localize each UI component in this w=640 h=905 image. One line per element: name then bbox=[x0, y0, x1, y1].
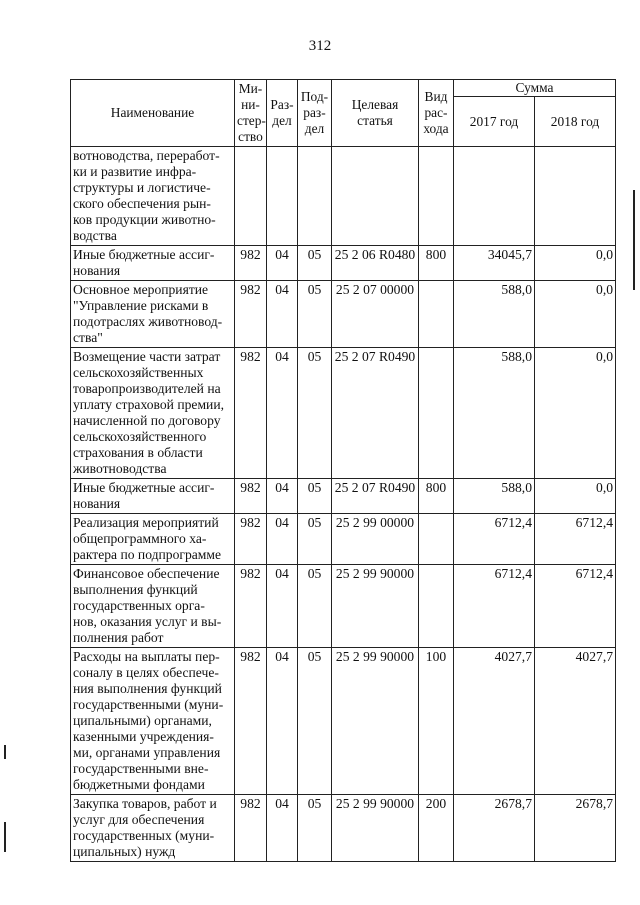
cell-y2018: 0,0 bbox=[535, 479, 616, 514]
cell-section: 04 bbox=[267, 514, 298, 565]
scan-mark-left bbox=[4, 745, 6, 759]
cell-y2017: 34045,7 bbox=[454, 246, 535, 281]
cell-section: 04 bbox=[267, 281, 298, 348]
table-row bbox=[71, 281, 616, 348]
cell-ministry: 982 bbox=[235, 281, 267, 348]
cell-name: Расходы на выплаты пер- соналу в целях обеспече- ния выполнения функций государственными (муни- ципальными) органами, казенными учреждения- ми, органами управления государственными вне- бюджетными фондами bbox=[71, 648, 235, 795]
header-expense-type: Вид рас- хода bbox=[419, 80, 454, 147]
cell-name: Возмещение части затрат сельскохозяйственных товаропроизводителей на уплату страховой премии, начисленной по договору сельскохозяйственного страхования в области животноводства bbox=[71, 348, 235, 479]
cell-ministry: 982 bbox=[235, 479, 267, 514]
cell-y2017: 588,0 bbox=[454, 348, 535, 479]
cell-y2018: 0,0 bbox=[535, 348, 616, 479]
cell-ministry: 982 bbox=[235, 648, 267, 795]
cell-y2017: 588,0 bbox=[454, 281, 535, 348]
cell-type: 800 bbox=[419, 479, 454, 514]
header-name: Наименование bbox=[71, 80, 235, 147]
cell-y2017 bbox=[454, 147, 535, 246]
cell-article bbox=[332, 147, 419, 246]
cell-article: 25 2 99 00000 bbox=[332, 514, 419, 565]
cell-article: 25 2 99 90000 bbox=[332, 795, 419, 862]
cell-type bbox=[419, 514, 454, 565]
cell-y2018: 6712,4 bbox=[535, 514, 616, 565]
cell-name: вотноводства, переработ- ки и развитие инфра- структуры и логистиче- ского обеспечения рын- ков продукции животно- водства bbox=[71, 147, 235, 246]
cell-subsection: 05 bbox=[298, 479, 332, 514]
cell-ministry: 982 bbox=[235, 514, 267, 565]
cell-ministry bbox=[235, 147, 267, 246]
budget-table bbox=[70, 79, 616, 862]
cell-article: 25 2 07 R0490 bbox=[332, 479, 419, 514]
cell-ministry: 982 bbox=[235, 565, 267, 648]
cell-y2018 bbox=[535, 147, 616, 246]
cell-type: 200 bbox=[419, 795, 454, 862]
cell-subsection: 05 bbox=[298, 348, 332, 479]
cell-article: 25 2 07 00000 bbox=[332, 281, 419, 348]
table-row bbox=[71, 565, 616, 648]
cell-ministry: 982 bbox=[235, 795, 267, 862]
header-subsection: Под- раз- дел bbox=[298, 80, 332, 147]
table-row bbox=[71, 147, 616, 246]
cell-section: 04 bbox=[267, 648, 298, 795]
cell-section: 04 bbox=[267, 348, 298, 479]
cell-section: 04 bbox=[267, 565, 298, 648]
header-target-article: Целевая статья bbox=[332, 80, 419, 147]
cell-y2017: 2678,7 bbox=[454, 795, 535, 862]
cell-y2018: 2678,7 bbox=[535, 795, 616, 862]
header-year-2018: 2018 год bbox=[535, 97, 616, 147]
header-ministry: Ми- ни- стер- ство bbox=[235, 80, 267, 147]
cell-y2018: 0,0 bbox=[535, 281, 616, 348]
scan-mark-right bbox=[633, 190, 635, 290]
cell-type bbox=[419, 281, 454, 348]
cell-name: Финансовое обеспечение выполнения функций государственных орга- нов, оказания услуг и вы- полнения работ bbox=[71, 565, 235, 648]
cell-y2017: 6712,4 bbox=[454, 514, 535, 565]
cell-y2018: 4027,7 bbox=[535, 648, 616, 795]
header-section: Раз- дел bbox=[267, 80, 298, 147]
cell-article: 25 2 99 90000 bbox=[332, 648, 419, 795]
cell-article: 25 2 06 R0480 bbox=[332, 246, 419, 281]
cell-subsection: 05 bbox=[298, 795, 332, 862]
table-row bbox=[71, 246, 616, 281]
cell-name: Основное мероприятие "Управление рисками в подотраслях животновод- ства" bbox=[71, 281, 235, 348]
cell-section: 04 bbox=[267, 479, 298, 514]
cell-y2018: 6712,4 bbox=[535, 565, 616, 648]
table-row bbox=[71, 479, 616, 514]
scan-mark-left-lower bbox=[4, 822, 6, 852]
table-row bbox=[71, 348, 616, 479]
cell-subsection bbox=[298, 147, 332, 246]
cell-y2017: 6712,4 bbox=[454, 565, 535, 648]
cell-type bbox=[419, 348, 454, 479]
cell-type bbox=[419, 565, 454, 648]
cell-subsection: 05 bbox=[298, 648, 332, 795]
table-row bbox=[71, 514, 616, 565]
cell-subsection: 05 bbox=[298, 514, 332, 565]
cell-name: Закупка товаров, работ и услуг для обеспечения государственных (муни- ципальных) нужд bbox=[71, 795, 235, 862]
cell-y2017: 4027,7 bbox=[454, 648, 535, 795]
cell-ministry: 982 bbox=[235, 246, 267, 281]
cell-subsection: 05 bbox=[298, 246, 332, 281]
cell-subsection: 05 bbox=[298, 281, 332, 348]
cell-type: 800 bbox=[419, 246, 454, 281]
cell-y2018: 0,0 bbox=[535, 246, 616, 281]
header-sum: Сумма bbox=[454, 80, 616, 97]
cell-section: 04 bbox=[267, 246, 298, 281]
cell-name: Иные бюджетные ассиг- нования bbox=[71, 246, 235, 281]
cell-type bbox=[419, 147, 454, 246]
header-year-2017: 2017 год bbox=[454, 97, 535, 147]
cell-type: 100 bbox=[419, 648, 454, 795]
header-row bbox=[71, 80, 616, 97]
table-row bbox=[71, 795, 616, 862]
cell-article: 25 2 99 90000 bbox=[332, 565, 419, 648]
cell-name: Иные бюджетные ассиг- нования bbox=[71, 479, 235, 514]
cell-ministry: 982 bbox=[235, 348, 267, 479]
table-row bbox=[71, 648, 616, 795]
cell-subsection: 05 bbox=[298, 565, 332, 648]
page-number: 312 bbox=[308, 38, 332, 54]
cell-name: Реализация мероприятий общепрограммного ха- рактера по подпрограмме bbox=[71, 514, 235, 565]
cell-section bbox=[267, 147, 298, 246]
cell-section: 04 bbox=[267, 795, 298, 862]
cell-article: 25 2 07 R0490 bbox=[332, 348, 419, 479]
cell-y2017: 588,0 bbox=[454, 479, 535, 514]
